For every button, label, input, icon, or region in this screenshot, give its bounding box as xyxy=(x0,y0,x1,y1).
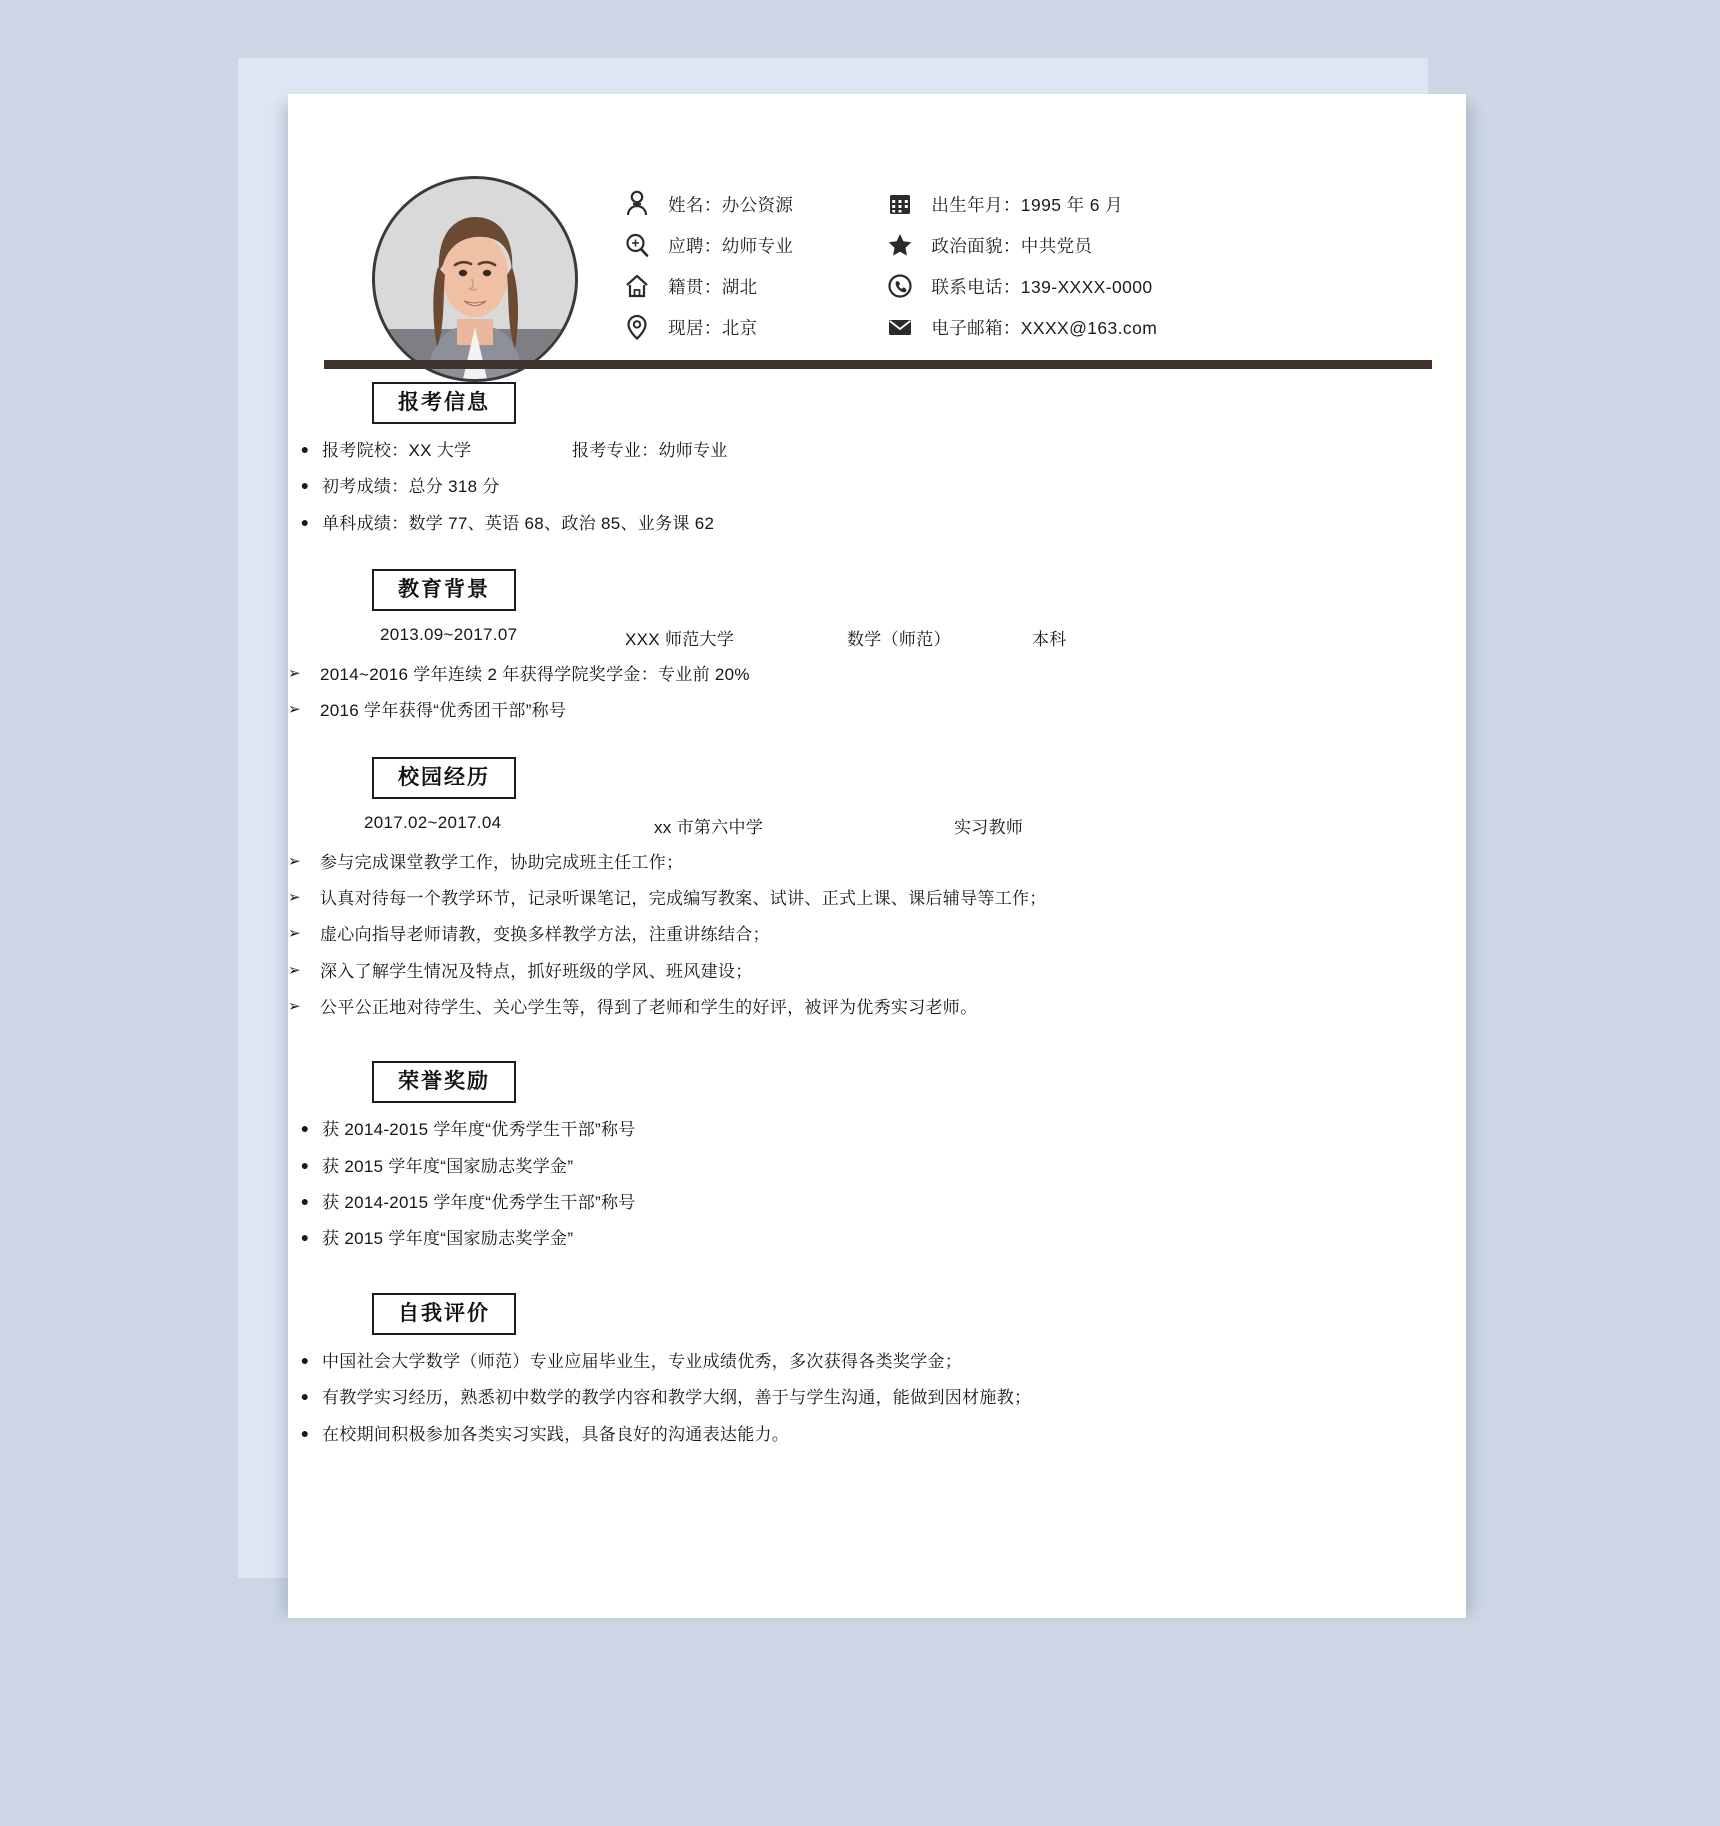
section-honors xyxy=(288,1061,1466,1252)
list-item-text: 获 2015 学年度“国家励志奖学金” xyxy=(322,1156,574,1176)
education-entry-header xyxy=(288,625,1466,650)
list-item-text: 2016 学年获得“优秀团干部”称号 xyxy=(320,701,567,721)
list-item-text: 2014~2016 学年连续 2 年获得学院奖学金：专业前 20% xyxy=(320,665,750,685)
list-item xyxy=(288,662,1466,688)
education-detail-list xyxy=(288,662,1466,725)
bullet-dot-icon: ● xyxy=(300,477,310,494)
contact-info xyxy=(620,190,1157,341)
list-item xyxy=(288,1385,1466,1411)
section-title: 教育背景 xyxy=(398,578,490,602)
calendar-icon xyxy=(883,189,917,219)
section-title-box xyxy=(372,382,516,424)
list-item-text: 深入了解学生情况及特点，抓好班级的学风、班风建设； xyxy=(320,961,753,981)
info-row-email xyxy=(883,313,1157,341)
resume-page xyxy=(288,94,1466,1618)
list-item xyxy=(288,1349,1466,1375)
bullet-dot-icon: ● xyxy=(300,1193,310,1210)
list-item xyxy=(288,438,1466,464)
star-icon xyxy=(883,230,917,260)
list-item xyxy=(288,850,1466,876)
search-icon xyxy=(620,230,654,260)
bullet-dot-icon: ● xyxy=(300,1120,310,1137)
location-pin-icon xyxy=(620,312,654,342)
list-item-text: 获 2015 学年度“国家励志奖学金” xyxy=(322,1229,574,1249)
avatar xyxy=(372,176,578,382)
list-item xyxy=(288,698,1466,724)
list-item xyxy=(288,1154,1466,1180)
section-title: 报考信息 xyxy=(398,391,490,414)
education-degree: 本科 xyxy=(1032,630,1067,650)
info-row-political-status xyxy=(883,231,1157,259)
info-row-name xyxy=(620,190,793,218)
envelope-icon xyxy=(883,312,917,342)
list-item-text: 在校期间积极参加各类实习实践，具备良好的沟通表达能力。 xyxy=(322,1424,790,1444)
info-text: 政治面貌：中共党员 xyxy=(931,235,1093,256)
list-item-text: 公平公正地对待学生、关心学生等，得到了老师和学生的好评，被评为优秀实习老师。 xyxy=(320,998,978,1018)
header-divider xyxy=(324,360,1432,369)
info-row-phone xyxy=(883,272,1157,300)
education-major: 数学（师范） xyxy=(847,630,951,650)
info-text: 电子邮箱：XXXX@163.com xyxy=(931,317,1158,338)
list-item xyxy=(288,474,1466,500)
arrow-bullet-icon: ➢ xyxy=(288,961,301,979)
info-text: 籍贯：湖北 xyxy=(668,276,758,297)
bullet-dot-icon: ● xyxy=(300,1388,310,1405)
exam-total-score: 初考成绩：总分 318 分 xyxy=(322,477,500,497)
person-icon xyxy=(620,189,654,219)
list-item-text: 参与完成课堂教学工作，协助完成班主任工作； xyxy=(320,852,684,872)
contact-left-column xyxy=(620,190,793,341)
list-item-text: 获 2014-2015 学年度“优秀学生干部”称号 xyxy=(322,1120,636,1140)
list-item xyxy=(288,511,1466,537)
exam-major: 报考专业：幼师专业 xyxy=(572,441,728,460)
arrow-bullet-icon: ➢ xyxy=(288,889,301,907)
phone-icon xyxy=(883,271,917,301)
section-title-box xyxy=(372,757,516,799)
exam-info-list xyxy=(288,438,1466,537)
info-row-hometown xyxy=(620,272,793,300)
info-text: 现居：北京 xyxy=(668,317,758,338)
campus-role: 实习教师 xyxy=(954,817,1024,837)
section-title: 自我评价 xyxy=(398,1301,490,1325)
info-row-applied-position xyxy=(620,231,793,259)
section-title-box xyxy=(372,569,516,611)
list-item xyxy=(288,886,1466,912)
list-item xyxy=(288,1117,1466,1143)
list-item xyxy=(288,922,1466,948)
section-campus-experience xyxy=(288,757,1466,1022)
section-title: 校园经历 xyxy=(398,765,490,789)
info-text: 联系电话：139-XXXX-0000 xyxy=(931,276,1153,297)
avatar-image xyxy=(375,179,575,379)
list-item-text: 有教学实习经历，熟悉初中数学的教学内容和教学大纲，善于与学生沟通，能做到因材施教； xyxy=(322,1388,1032,1408)
info-text: 姓名：办公资源 xyxy=(668,194,794,215)
section-title-box xyxy=(372,1293,516,1335)
honors-list xyxy=(288,1117,1466,1252)
resume-body xyxy=(288,382,1466,1458)
bullet-dot-icon: ● xyxy=(300,441,310,457)
exam-subject-scores: 单科成绩：数学 77、英语 68、政治 85、业务课 62 xyxy=(322,513,715,533)
bullet-dot-icon: ● xyxy=(300,513,310,530)
info-text: 出生年月：1995 年 6 月 xyxy=(931,194,1124,215)
home-icon xyxy=(620,271,654,301)
list-item xyxy=(288,1226,1466,1252)
section-self-evaluation xyxy=(288,1293,1466,1448)
campus-date: 2017.02~2017.04 xyxy=(364,812,502,832)
self-evaluation-list xyxy=(288,1349,1466,1448)
info-text: 应聘：幼师专业 xyxy=(668,235,794,256)
list-item-text: 认真对待每一个教学环节，记录听课笔记，完成编写教案、试讲、正式上课、课后辅导等工作； xyxy=(320,889,1047,909)
bullet-dot-icon: ● xyxy=(300,1229,310,1246)
bullet-dot-icon: ● xyxy=(300,1424,310,1441)
arrow-bullet-icon: ➢ xyxy=(288,701,301,719)
campus-entry-header xyxy=(288,813,1466,838)
arrow-bullet-icon: ➢ xyxy=(288,925,301,943)
bullet-dot-icon: ● xyxy=(300,1156,310,1173)
list-item xyxy=(288,1422,1466,1448)
section-title: 荣誉奖励 xyxy=(398,1070,490,1094)
list-item-text: 虚心向指导老师请教，变换多样教学方法，注重讲练结合； xyxy=(320,925,770,945)
list-item-text: 获 2014-2015 学年度“优秀学生干部”称号 xyxy=(322,1193,636,1213)
education-school: XXX 师范大学 xyxy=(625,630,735,650)
section-exam-info xyxy=(288,382,1466,537)
portrait-illustration xyxy=(375,179,575,379)
list-item-text: 中国社会大学数学（师范）专业应届毕业生，专业成绩优秀，多次获得各类奖学金； xyxy=(322,1351,963,1371)
arrow-bullet-icon: ➢ xyxy=(288,665,301,683)
list-item xyxy=(288,959,1466,985)
info-row-birthdate xyxy=(883,190,1157,218)
list-item xyxy=(288,1190,1466,1216)
campus-detail-list xyxy=(288,850,1466,1022)
bullet-dot-icon: ● xyxy=(300,1351,310,1368)
section-education xyxy=(288,569,1466,725)
resume-header xyxy=(288,94,1466,354)
campus-organization: xx 市第六中学 xyxy=(654,817,764,837)
arrow-bullet-icon: ➢ xyxy=(288,998,301,1016)
exam-school: 报考院校：XX 大学 xyxy=(322,441,472,460)
education-date: 2013.09~2017.07 xyxy=(380,625,518,645)
list-item xyxy=(288,995,1466,1021)
contact-right-column xyxy=(883,190,1157,341)
arrow-bullet-icon: ➢ xyxy=(288,852,301,870)
info-row-residence xyxy=(620,313,793,341)
section-title-box xyxy=(372,1061,516,1103)
